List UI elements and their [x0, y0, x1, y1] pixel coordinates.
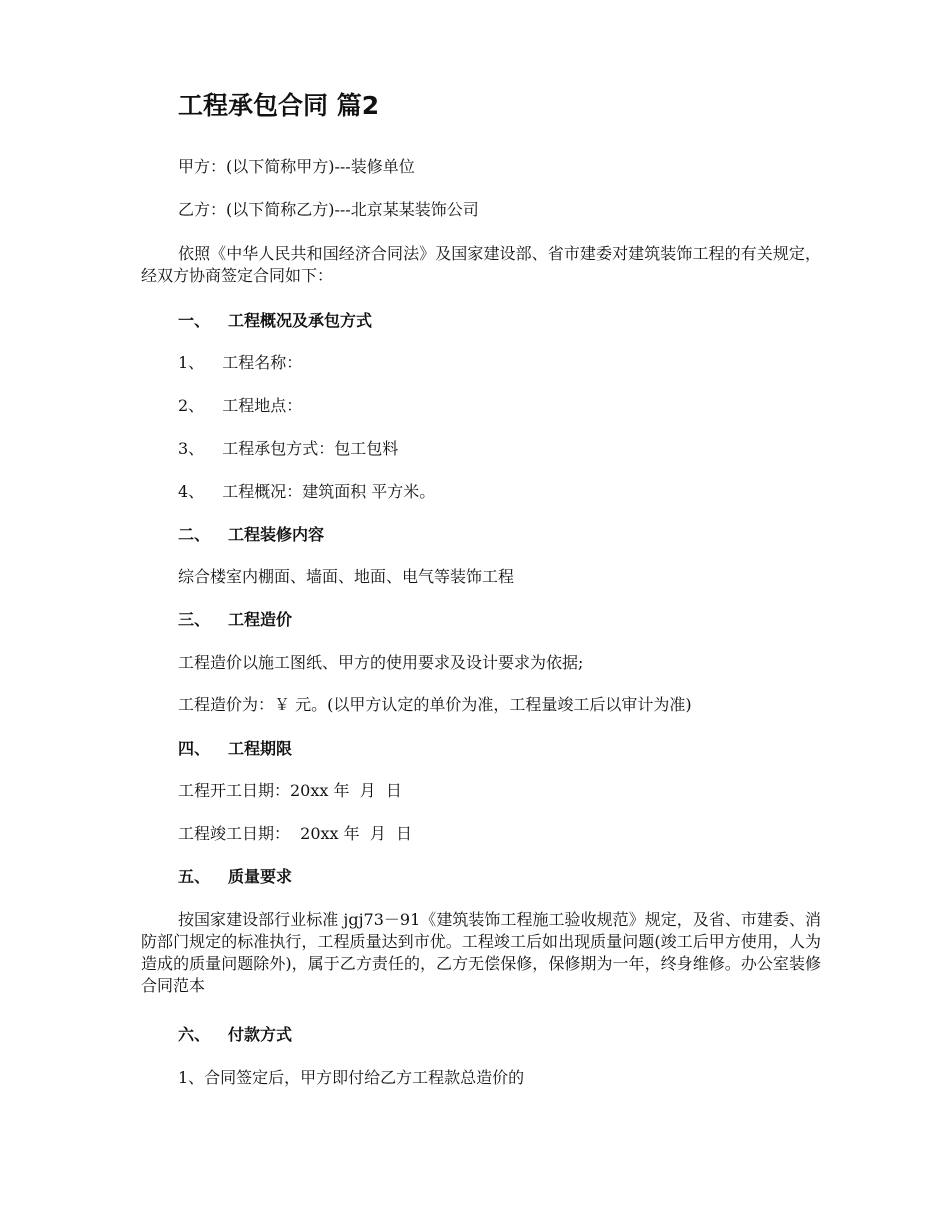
section-6-heading	[178, 1024, 292, 1046]
item-number: 4、	[178, 482, 205, 501]
item-text: 工程地点：	[222, 396, 303, 415]
list-item	[178, 481, 435, 503]
list-item	[178, 352, 302, 374]
item-text: 工程概况：建筑面积 平方米。	[222, 482, 436, 501]
section-4-heading	[178, 738, 292, 760]
section-1-heading	[178, 310, 372, 332]
list-item	[178, 395, 302, 417]
section-2-number: 二、	[178, 525, 211, 544]
start-date-line: 工程开工日期：20xx 年 月 日	[178, 781, 402, 800]
payment-item-1: 1、合同签定后，甲方即付给乙方工程款总造价的	[178, 1068, 525, 1087]
end-date-line: 工程竣工日期： 20xx 年 月 日	[178, 824, 413, 843]
section-2-text: 综合楼室内棚面、墙面、地面、电气等装饰工程	[178, 567, 515, 586]
item-number: 1、	[178, 353, 205, 372]
section-3-heading	[178, 609, 292, 631]
item-number: 3、	[178, 439, 205, 458]
section-3-title: 工程造价	[228, 610, 293, 629]
section-6-number: 六、	[178, 1025, 211, 1044]
document-title: 工程承包合同 篇2	[178, 91, 380, 120]
item-text: 工程承包方式：包工包料	[222, 439, 399, 458]
section-1-number: 一、	[178, 311, 211, 330]
list-item	[178, 438, 398, 460]
section-3-text-2: 工程造价为：￥ 元。(以甲方认定的单价为准，工程量竣工后以审计为准)	[178, 695, 692, 714]
section-6-title: 付款方式	[228, 1025, 293, 1044]
item-text: 工程名称：	[222, 353, 303, 372]
section-5-title: 质量要求	[228, 867, 293, 886]
party-b-line: 乙方：(以下简称乙方)---北京某某装饰公司	[178, 200, 479, 219]
intro-paragraph: 依照《中华人民共和国经济合同法》及国家建设部、省市建委对建筑装饰工程的有关规定，经双方协商签定合同如下：	[141, 244, 821, 285]
section-5-heading	[178, 866, 292, 888]
party-a-line: 甲方：(以下简称甲方)---装修单位	[178, 157, 415, 176]
section-2-title: 工程装修内容	[228, 525, 325, 544]
item-number: 2、	[178, 396, 205, 415]
section-4-title: 工程期限	[228, 739, 293, 758]
section-3-number: 三、	[178, 610, 211, 629]
section-3-text-1: 工程造价以施工图纸、甲方的使用要求及设计要求为依据;	[178, 653, 584, 672]
section-2-heading	[178, 524, 324, 546]
section-5-number: 五、	[178, 867, 211, 886]
section-4-number: 四、	[178, 739, 211, 758]
section-1-title: 工程概况及承包方式	[228, 311, 373, 330]
quality-paragraph: 按国家建设部行业标准 jgj73－91《建筑装饰工程施工验收规范》规定，及省、市建委、消防部门规定的标准执行，工程质量达到市优。工程竣工后如出现质量问题(竣工后甲方使用，人为造成的质量问题除外)，属于乙方责任的，乙方无偿保修，保修期为一年，终身维修。办公室装修合同范本	[141, 910, 821, 995]
